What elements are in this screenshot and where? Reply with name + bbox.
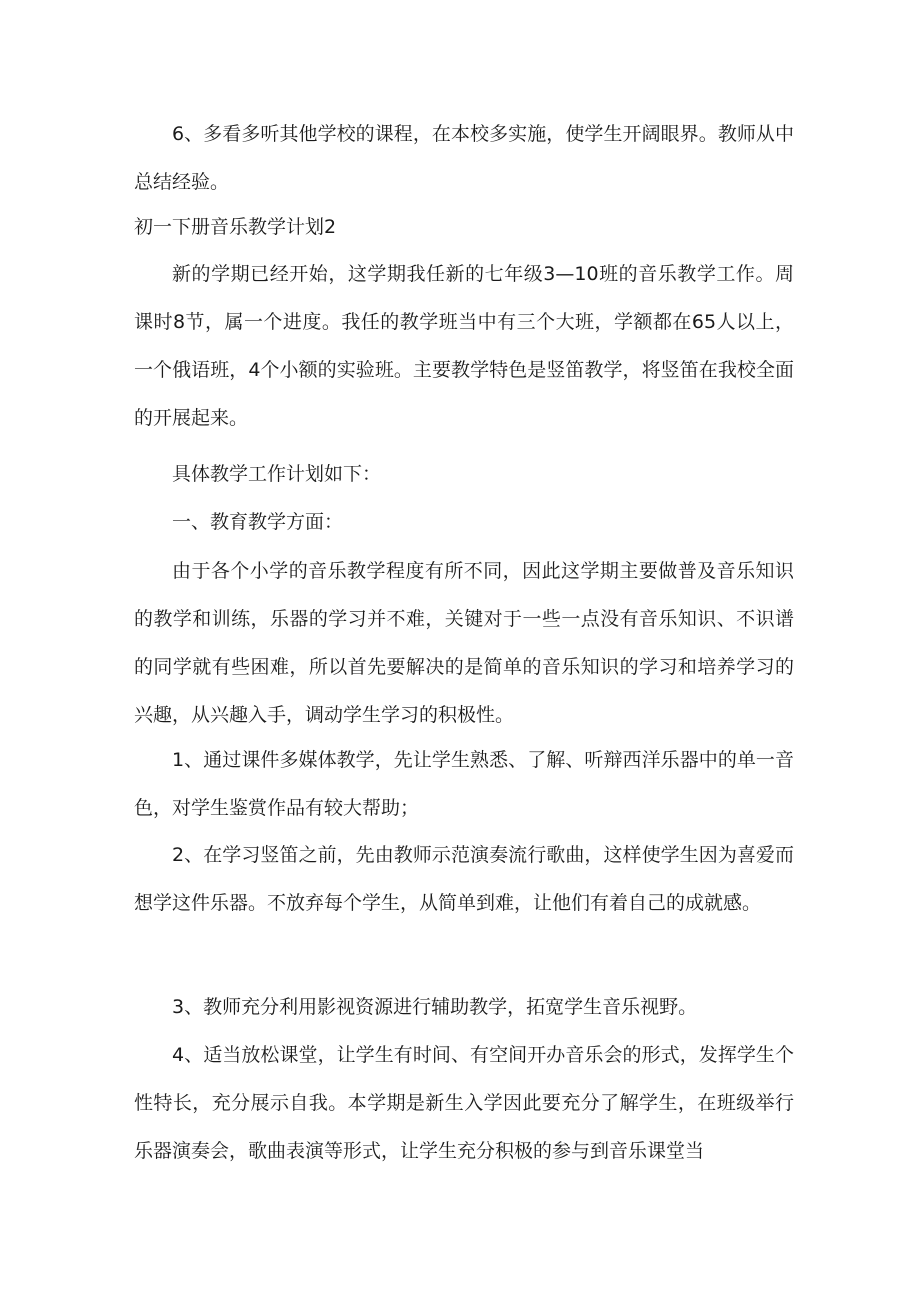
paragraph-item-4: 4、适当放松课堂，让学生有时间、有空间开办音乐会的形式，发挥学生个性特长，充分展示自我。本学期是新生入学因此要充分了解学生，在班级举行乐器演奏会，歌曲表演等形式，让学生充分积极的参与到音乐课堂当 — [134, 1044, 794, 1162]
paragraph-item-3: 3、教师充分利用影视资源进行辅助教学，拓宽学生音乐视野。 — [172, 996, 698, 1018]
subheading-education: 一、教育教学方面： — [172, 511, 344, 533]
paragraph-intro: 新的学期已经开始，这学期我任新的七年级3—10班的音乐教学工作。周课时8节，属一个进度。我任的教学班当中有三个大班，学额都在65人以上，一个俄语班，4个小额的实验班。主要教学特色是竖笛教学，将竖笛在我校全面的开展起来。 — [134, 263, 794, 429]
paragraph-plan-lead: 具体教学工作计划如下： — [172, 463, 382, 485]
paragraph-item-6: 6、多看多听其他学校的课程，在本校多实施，使学生开阔眼界。教师从中总结经验。 — [134, 123, 794, 193]
paragraph-item-2: 2、在学习竖笛之前，先由教师示范演奏流行歌曲，这样使学生因为喜爱而想学这件乐器。不放弃每个学生，从简单到难，让他们有着自己的成就感。 — [134, 844, 794, 914]
paragraph-item-1: 1、通过课件多媒体教学，先让学生熟悉、了解、听辩西洋乐器中的单一音色，对学生鉴赏作品有较大帮助； — [134, 749, 794, 819]
section-heading: 初一下册音乐教学计划2 — [134, 216, 337, 238]
paragraph-education-body: 由于各个小学的音乐教学程度有所不同，因此这学期主要做普及音乐知识的教学和训练，乐器的学习并不难，关键对于一些一点没有音乐知识、不识谱的同学就有些困难，所以首先要解决的是简单的音乐知识的学习和培养学习的兴趣，从兴趣入手，调动学生学习的积极性。 — [134, 560, 794, 726]
